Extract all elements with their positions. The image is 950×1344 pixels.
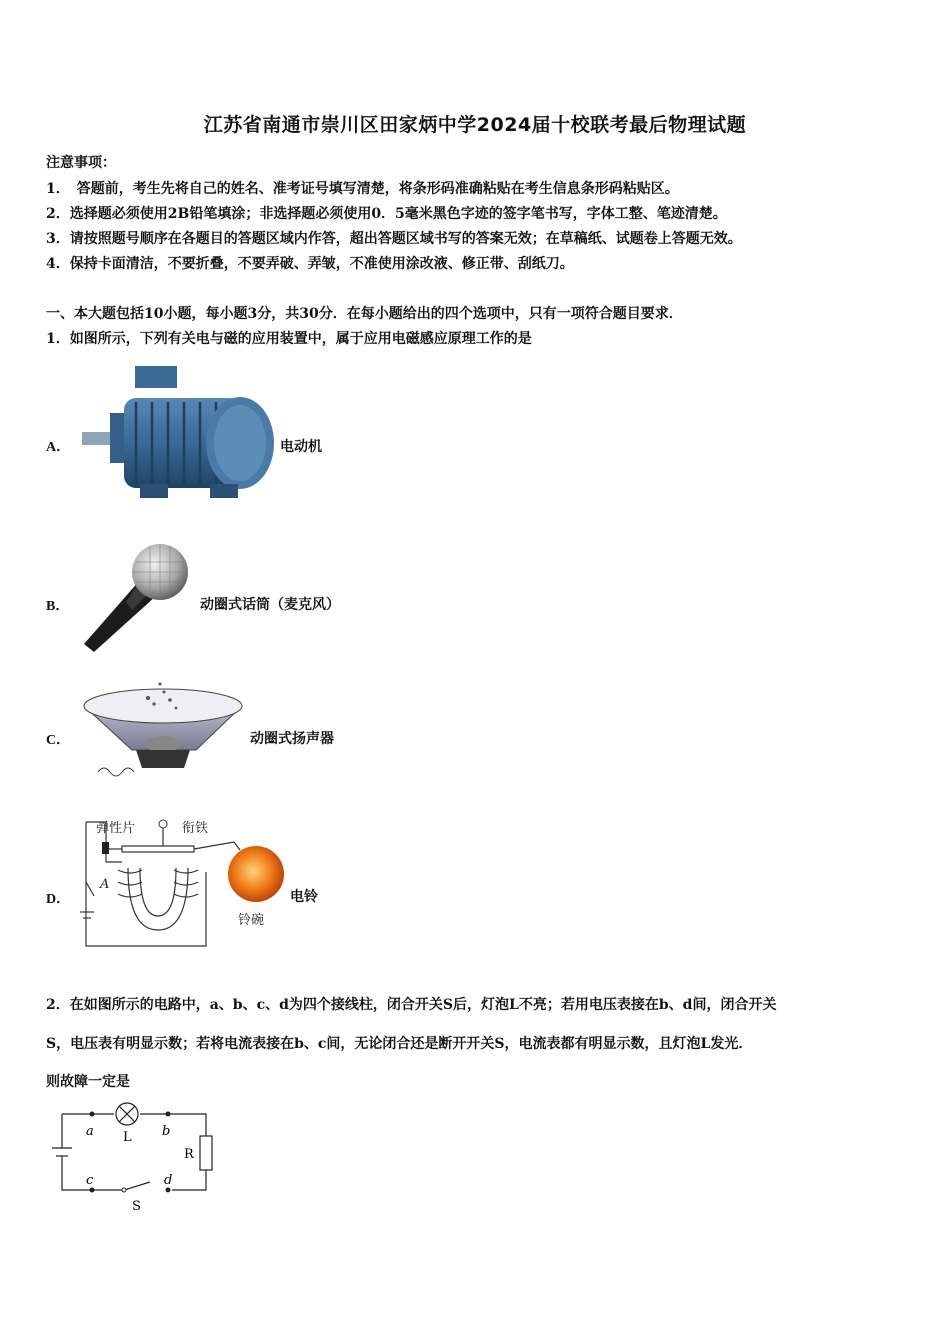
electric-bell-diagram xyxy=(78,812,290,954)
terminal-a-label: a xyxy=(86,1124,94,1139)
microphone-image xyxy=(80,540,190,655)
notice-item-1: 1． 答题前，考生先将自己的姓名、准考证号填写清楚，将条形码准确粘贴在考生信息条形码粘贴区。 xyxy=(46,181,679,197)
speaker-image xyxy=(80,676,250,781)
q2-line-2: S，电压表有明显示数；若将电流表接在b、c间，无论闭合还是断开开关S，电流表都有明显示数，且灯泡L发光． xyxy=(46,1036,753,1052)
switch-label: S xyxy=(132,1199,141,1214)
notice-item-2: 2．选择题必须使用2B铅笔填涂；非选择题必须使用0．5毫米黑色字迹的签字笔书写，字体工整、笔迹清楚。 xyxy=(46,206,727,222)
terminal-d-label: d xyxy=(164,1173,173,1188)
bell-gong-label: 铃碗 xyxy=(238,913,265,928)
lamp-label: L xyxy=(123,1130,132,1145)
q1-stem: 1．如图所示，下列有关电与磁的应用装置中，属于应用电磁感应原理工作的是 xyxy=(46,331,532,347)
bell-armature-label: 衔铁 xyxy=(182,821,209,836)
bell-coil-label: A xyxy=(100,877,110,892)
q2-line-3: 则故障一定是 xyxy=(46,1074,130,1090)
terminal-b-label: b xyxy=(162,1124,171,1139)
option-a-letter[interactable]: A． xyxy=(46,440,71,455)
q2-line-1: 2．在如图所示的电路中，a、b、c、d为四个接线柱，闭合开关S后，灯泡L不亮；若用电压表接在b、d间，闭合开关 xyxy=(46,997,777,1013)
option-b-letter[interactable]: B． xyxy=(46,599,70,614)
notice-item-3: 3．请按照题号顺序在各题目的答题区域内作答，超出答题区域书写的答案无效；在草稿纸、试题卷上答题无效。 xyxy=(46,231,742,247)
notice-item-4: 4．保持卡面清洁，不要折叠，不要弄破、弄皱，不准使用涂改液、修正带、刮纸刀。 xyxy=(46,256,574,272)
option-c-letter[interactable]: C． xyxy=(46,733,71,748)
circuit-diagram xyxy=(40,1098,220,1216)
option-b-caption: 动圈式话筒（麦克风） xyxy=(200,597,340,613)
electric-motor-image xyxy=(80,358,280,503)
resistor-label: R xyxy=(184,1147,194,1162)
option-d-letter[interactable]: D． xyxy=(46,892,71,907)
option-c-caption: 动圈式扬声器 xyxy=(250,731,334,747)
page-title: 江苏省南通市崇川区田家炳中学2024届十校联考最后物理试题 xyxy=(203,114,747,136)
bell-spring-label: 弹性片 xyxy=(96,821,136,836)
terminal-c-label: c xyxy=(86,1173,94,1188)
notice-heading: 注意事项： xyxy=(46,155,116,171)
option-a-caption: 电动机 xyxy=(280,439,322,455)
option-d-caption: 电铃 xyxy=(290,889,318,905)
section-heading: 一、本大题包括10小题，每小题3分，共30分．在每小题给出的四个选项中，只有一项符合题目要求． xyxy=(46,306,683,322)
